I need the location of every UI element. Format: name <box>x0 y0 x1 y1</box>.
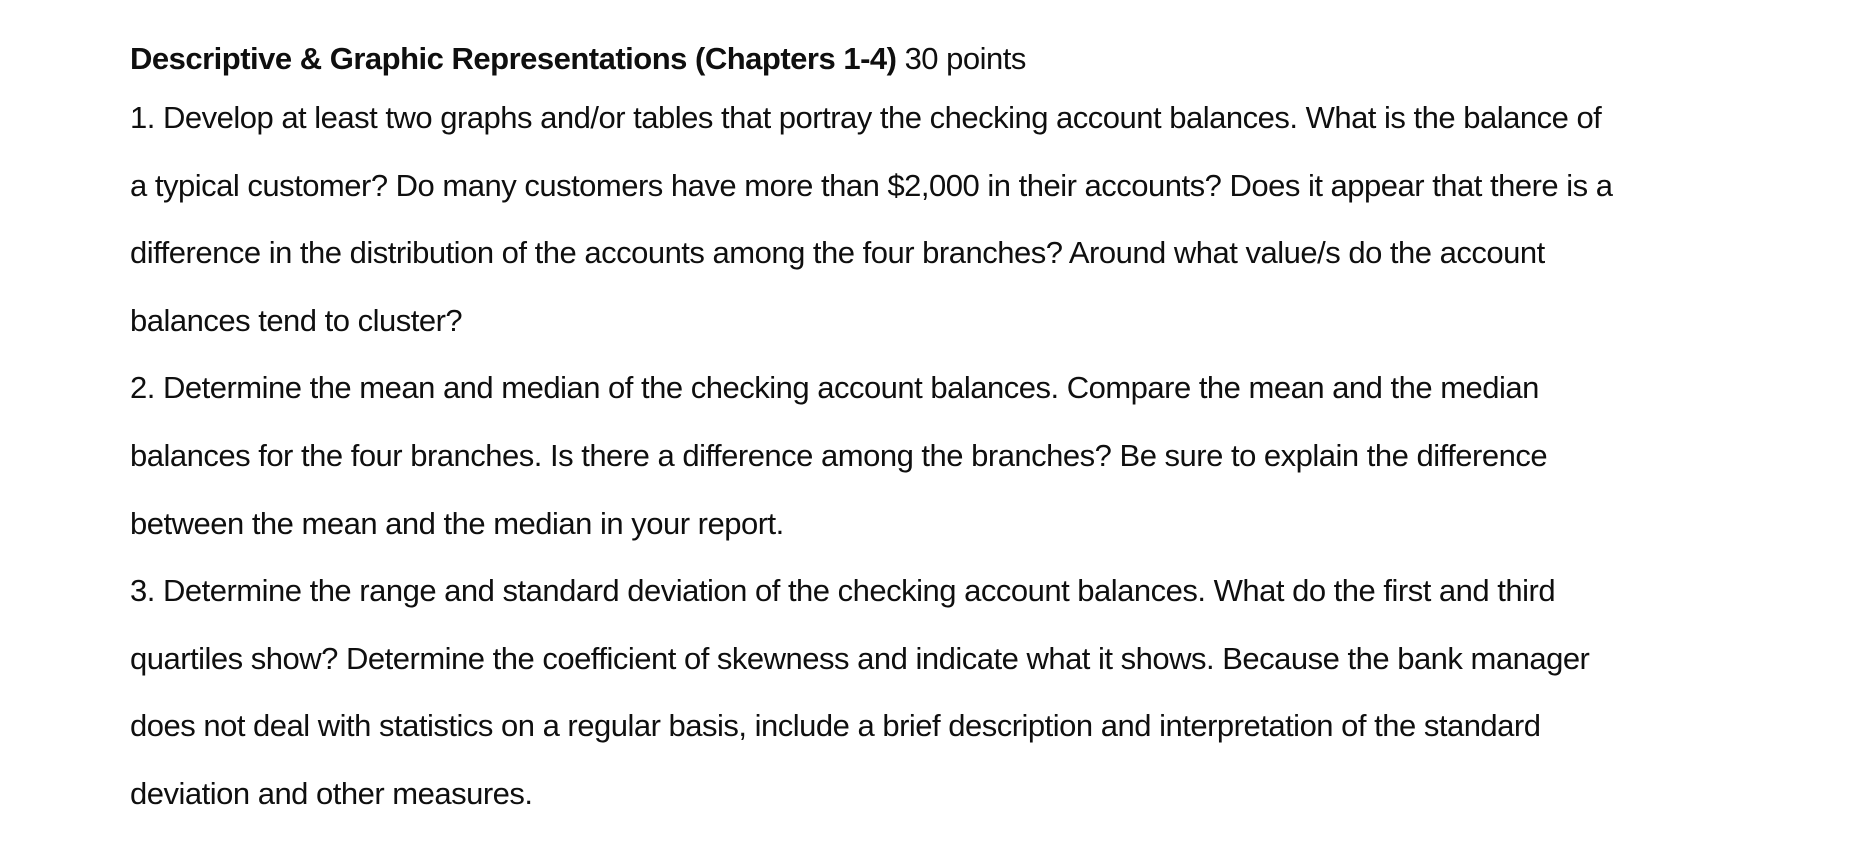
question-line: 3. Determine the range and standard deviation of the checking account balances. What do the first and third <box>130 573 1556 609</box>
section-heading <box>130 34 1810 84</box>
section-title: Descriptive & Graphic Representations (Chapters 1-4) <box>130 41 897 76</box>
question-line: does not deal with statistics on a regular basis, include a brief description and interpretation of the standard <box>130 708 1541 744</box>
question-line: between the mean and the median in your report. <box>130 505 784 541</box>
question-line: balances for the four branches. Is there a difference among the branches? Be sure to explain the difference <box>130 437 1548 473</box>
question-line: 1. Develop at least two graphs and/or tables that portray the checking account balances. What is the balance of <box>130 100 1602 135</box>
question-line: quartiles show? Determine the coefficient of skewness and indicate what it shows. Because the bank manager <box>130 640 1590 676</box>
question-3 <box>130 557 1810 827</box>
question-line: deviation and other measures. <box>130 775 533 811</box>
document-page <box>130 34 1810 828</box>
question-line: a typical customer? Do many customers have more than $2,000 in their accounts? Does it appear that there is a <box>130 167 1613 203</box>
question-line: 2. Determine the mean and median of the checking account balances. Compare the mean and the median <box>130 370 1539 406</box>
section-points: 30 points <box>896 41 1026 76</box>
question-2 <box>130 354 1810 557</box>
question-line: difference in the distribution of the accounts among the four branches? Around what value/s do the account <box>130 235 1545 271</box>
question-1 <box>130 84 1810 354</box>
question-line: balances tend to cluster? <box>130 302 463 338</box>
